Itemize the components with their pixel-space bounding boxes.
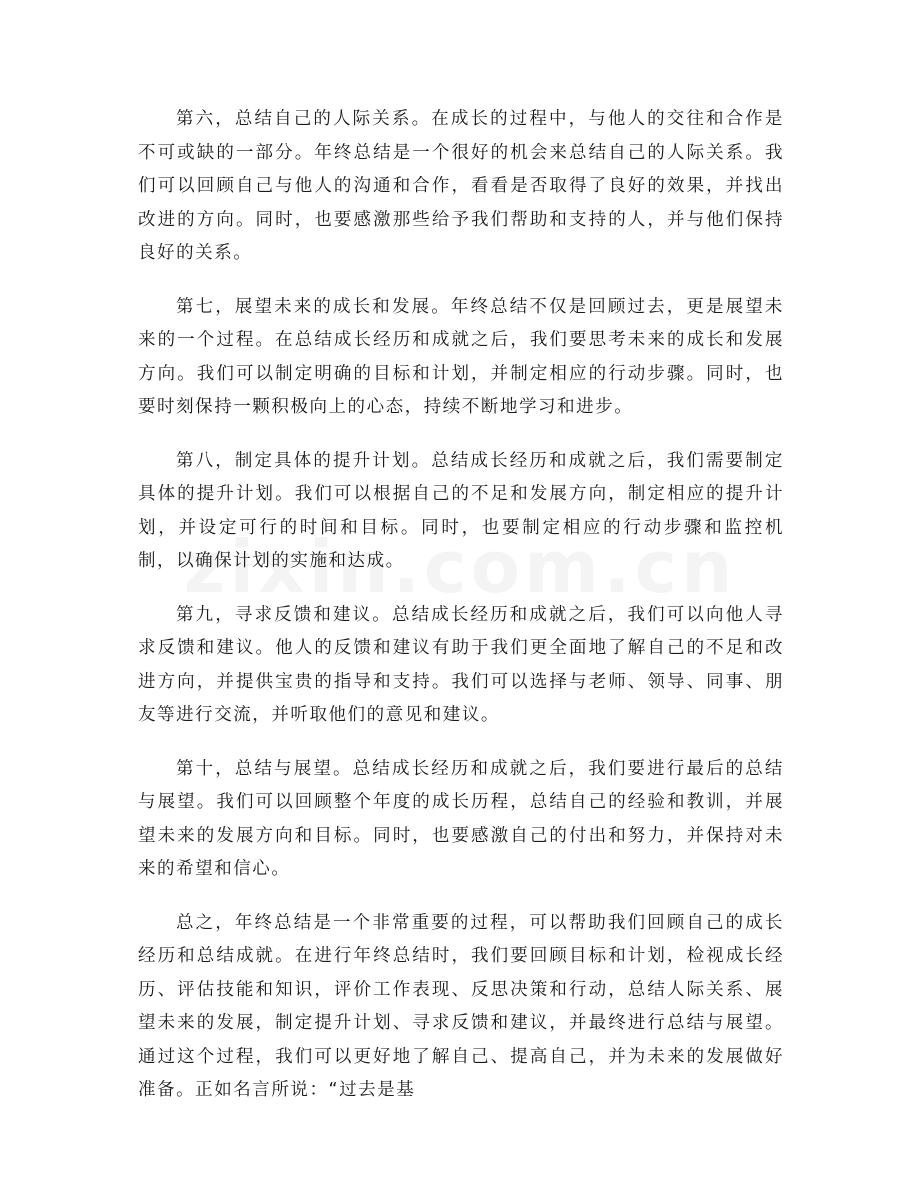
paragraph-ninth: 第九，寻求反馈和建议。总结成长经历和成就之后，我们可以向他人寻求反馈和建议。他人的反馈和建议有助于我们更全面地了解自己的不足和改进方向，并提供宝贵的指导和支持。我们可以选择与老师、领导、同事、朋友等进行交流，并听取他们的意见和建议。	[138, 604, 784, 725]
paragraph-seventh: 第七，展望未来的成长和发展。年终总结不仅是回顾过去，更是展望未来的一个过程。在总结成长经历和成就之后，我们要思考未来的成长和发展方向。我们可以制定明确的目标和计划，并制定相应的行动步骤。同时，也要时刻保持一颗积极向上的心态，持续不断地学习和进步。	[138, 296, 784, 417]
document-body	[138, 103, 784, 1128]
paragraph-sixth: 第六，总结自己的人际关系。在成长的过程中，与他人的交往和合作是不可或缺的一部分。年终总结是一个很好的机会来总结自己的人际关系。我们可以回顾自己与他人的沟通和合作，看看是否取得了良好的效果，并找出改进的方向。同时，也要感激那些给予我们帮助和支持的人，并与他们保持良好的关系。	[138, 109, 784, 263]
paragraph-eighth: 第八，制定具体的提升计划。总结成长经历和成就之后，我们需要制定具体的提升计划。我们可以根据自己的不足和发展方向，制定相应的提升计划，并设定可行的时间和目标。同时，也要制定相应的行动步骤和监控机制，以确保计划的实施和达成。	[138, 450, 784, 571]
paragraph-conclusion: 总之，年终总结是一个非常重要的过程，可以帮助我们回顾自己的成长经历和总结成就。在进行年终总结时，我们要回顾目标和计划，检视成长经历、评估技能和知识，评价工作表现、反思决策和行动，总结人际关系、展望未来的发展，制定提升计划、寻求反馈和建议，并最终进行总结与展望。通过这个过程，我们可以更好地了解自己、提高自己，并为未来的发展做好准备。正如名言所说：“过去是基	[138, 912, 784, 1100]
paragraph-tenth: 第十，总结与展望。总结成长经历和成就之后，我们要进行最后的总结与展望。我们可以回顾整个年度的成长历程，总结自己的经验和教训，并展望未来的发展方向和目标。同时，也要感激自己的付出和努力，并保持对未来的希望和信心。	[138, 758, 784, 879]
